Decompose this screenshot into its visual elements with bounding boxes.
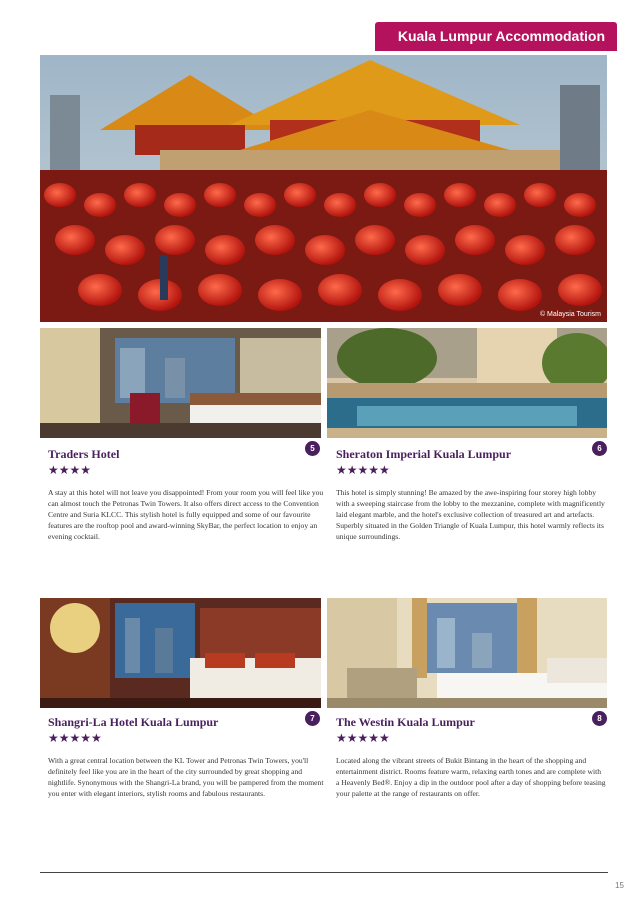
- photo-sheraton-imperial: [327, 328, 607, 438]
- hotel-description: A stay at this hotel will not leave you disappointed! From your room you will feel like you can almost touch the Petronas Twin Towers. It also offers direct access to the Convention Centre and Suria KLCC. This stylish hotel is fully equipped and some of our favourite features are the rooftop pool and award-winning SkyBar, the perfect location to enjoy an evening cocktail.: [48, 488, 324, 541]
- hotel-name: Sheraton Imperial Kuala Lumpur: [336, 447, 512, 461]
- section-header: [375, 22, 617, 49]
- hero-photo-temple-lanterns: [40, 55, 607, 322]
- hotel-name: Shangri-La Hotel Kuala Lumpur: [48, 715, 219, 729]
- hotel-description: Located along the vibrant streets of Bukit Bintang in the heart of the shopping and entertainment district. Rooms feature warm, relaxing earth tones and are complete with a Heavenly Bed®. Enjoy a dip in the outdoor pool after a day of shopping before teasing your palette at the range of restaurants on offer.: [336, 756, 606, 798]
- header-divider: [375, 49, 617, 51]
- photo-traders-hotel: [40, 328, 321, 438]
- hotel-number-badge: 7: [305, 711, 320, 726]
- photo-shangri-la: [40, 598, 321, 708]
- star-rating: ★★★★★: [48, 731, 102, 745]
- footer-divider: [40, 872, 608, 873]
- hotel-card-shangri-la: [48, 715, 328, 799]
- hotel-number-badge: 8: [592, 711, 607, 726]
- page-number: 15: [615, 881, 624, 890]
- hotel-number-badge: 6: [592, 441, 607, 456]
- star-rating: ★★★★★: [336, 463, 390, 477]
- hotel-card-westin: [336, 715, 606, 799]
- hotel-number-badge: 5: [305, 441, 320, 456]
- hotel-name: The Westin Kuala Lumpur: [336, 715, 475, 729]
- star-rating: ★★★★★: [336, 731, 390, 745]
- photo-credit: © Malaysia Tourism: [539, 311, 601, 318]
- hotel-description: This hotel is simply stunning! Be amazed by the awe-inspiring four storey high lobby with a sweeping staircase from the lobby to the mezzanine, complete with magnificently laid elegant marble, and the hotel's exclusive collection of treasured art and artefacts. Superbly situated in the Golden Triangle of Kuala Lumpur, this hotel warmly reflects its unique surroundings.: [336, 488, 605, 541]
- hotel-card-traders: [48, 447, 328, 542]
- section-title: Kuala Lumpur Accommodation: [397, 27, 605, 44]
- hotel-card-sheraton: [336, 447, 606, 542]
- star-rating: ★★★★: [48, 463, 92, 477]
- photo-westin: [327, 598, 607, 708]
- hotel-description: With a great central location between the KL Tower and Petronas Twin Towers, you'll definitely feel like you are in the heart of the city surrounded by great shopping and nightlife. Synonymous with the Shangri-La brand, you will be pampered from the moment you enter with elegant interiors, stylish rooms and fabulous restaurants.: [48, 756, 324, 798]
- hotel-name: Traders Hotel: [48, 447, 120, 461]
